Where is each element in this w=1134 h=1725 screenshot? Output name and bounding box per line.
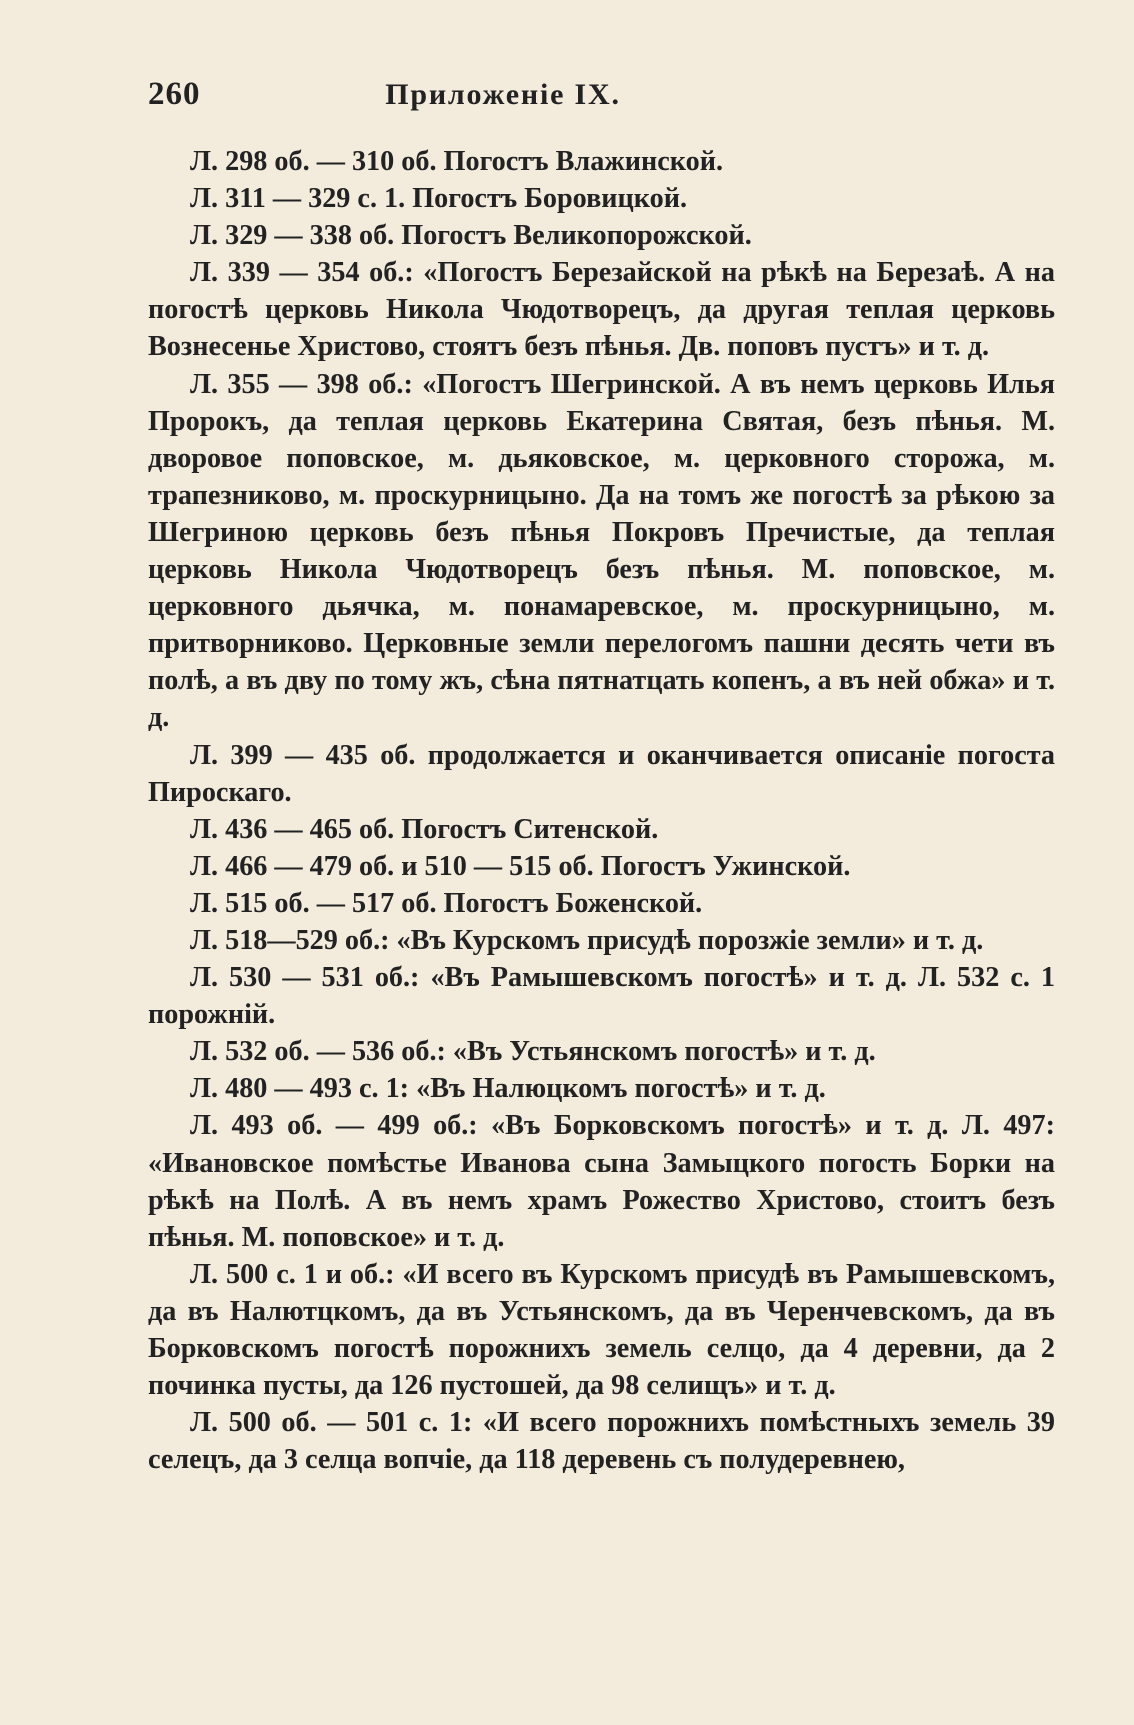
running-title: Приложеніе IX. [385, 78, 621, 111]
paragraph: Л. 466 — 479 об. и 510 — 515 об. Погостъ Ужинской. [190, 850, 851, 882]
paragraph: Л. 339 — 354 об.: «Погостъ Березайской на рѣкѣ на Березаѣ. А на погостѣ церковь Никола Чюдотворецъ, да другая теплая церковь Вознесенье Христово, стоятъ безъ пѣнья. Дв. поповъ пустъ» и т. д. [148, 257, 1055, 363]
paragraph: Л. 493 об. — 499 об.: «Въ Борковскомъ погостѣ» и т. д. Л. 497: «Ивановское помѣстье Иванова сына Замыцкого погость Борки на рѣкѣ на Полѣ. А въ немъ храмъ Рожество Христово, стоитъ безъ пѣнья. М. поповское» и т. д. [148, 1110, 1055, 1253]
paragraph: Л. 500 с. 1 и об.: «И всего въ Курскомъ присудѣ въ Рамышевскомъ, да въ Налютцкомъ, да въ Устьянскомъ, да въ Черенчевскомъ, да въ Борковскомъ погостѣ порожнихъ земель селцо, да 4 деревни, да 2 починка пусты, да 126 пустошей, да 98 селищъ» и т. д. [148, 1258, 1055, 1402]
paragraph: Л. 518—529 об.: «Въ Курскомъ присудѣ порозжіе земли» и т. д. [190, 924, 984, 956]
paragraph: Л. 500 об. — 501 с. 1: «И всего порожнихъ помѣстныхъ земель 39 селецъ, да 3 селца вопчіе, да 118 деревень съ полудеревнею, [148, 1407, 1055, 1476]
paragraph: Л. 311 — 329 с. 1. Погостъ Боровицкой. [190, 183, 688, 215]
paragraph: Л. 399 — 435 об. продолжается и оканчивается описаніе погоста Пироскаго. [148, 739, 1055, 808]
paragraph: Л. 298 об. — 310 об. Погостъ Влажинской. [190, 146, 723, 177]
paragraph: Л. 355 — 398 об.: «Погостъ Шегринской. А въ немъ церковь Илья Пророкъ, да теплая церковь Екатерина Святая, безъ пѣнья. М. дворовое поповское, м. дьяковское, м. церковного сторожа, м. трапезниково, м. проскурницыно. Да на томъ же погостѣ за рѣкою за Шегриною церковь безъ пѣнья Покровъ Пречистые, да теплая церковь Никола Чюдотворецъ безъ пѣнья. М. поповское, м. церковного дьячка, м. понамаревское, м. проскурницыно, м. притворниково. Церковные земли перелогомъ пашни десять чети въ полѣ, а въ дву по тому жъ, сѣна пятнатцать копенъ, а въ ней обжа» и т. д. [148, 368, 1055, 734]
page-header [148, 76, 1018, 122]
paragraph: Л. 436 — 465 об. Погостъ Ситенской. [190, 813, 659, 845]
paragraph: Л. 530 — 531 об.: «Въ Рамышевскомъ погостѣ» и т. д. Л. 532 с. 1 порожній. [148, 962, 1055, 1031]
paragraph: Л. 329 — 338 об. Погостъ Великопорожской. [190, 220, 752, 252]
page-number: 260 [148, 76, 201, 112]
page-body [148, 143, 1055, 1478]
paragraph: Л. 515 об. — 517 об. Погостъ Боженской. [190, 887, 703, 919]
paragraph: Л. 480 — 493 с. 1: «Въ Налюцкомъ погостѣ» и т. д. [190, 1073, 826, 1105]
paragraph: Л. 532 об. — 536 об.: «Въ Устьянскомъ погостѣ» и т. д. [190, 1036, 876, 1068]
